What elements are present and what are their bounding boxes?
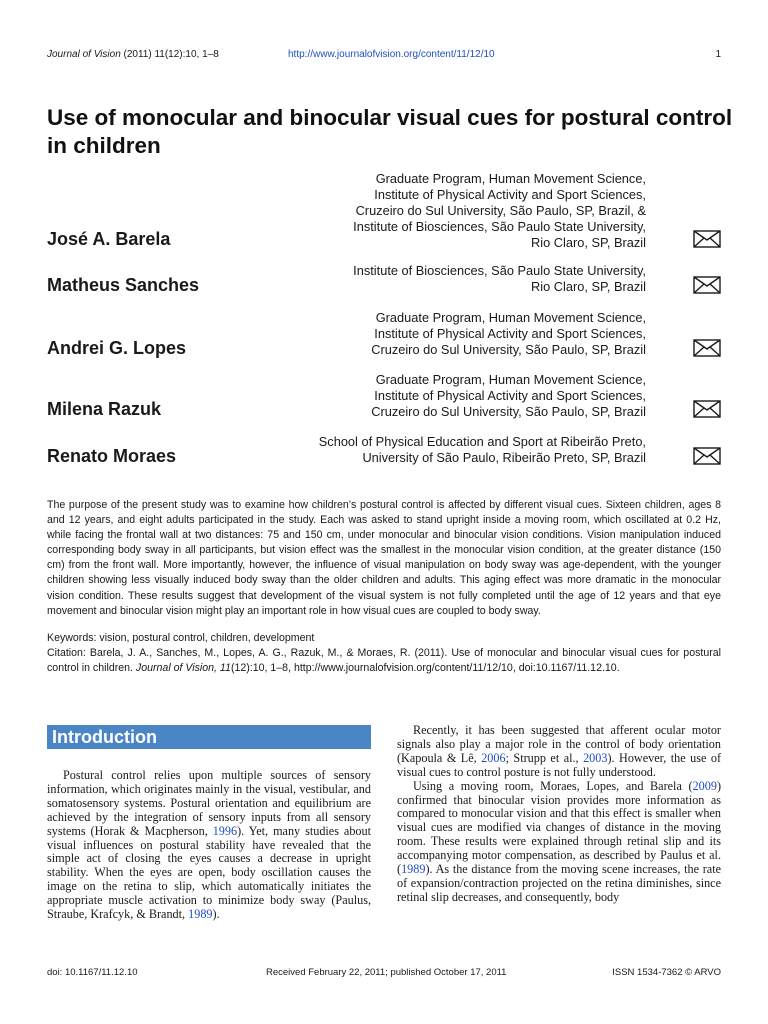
author-name: Andrei G. Lopes <box>47 338 187 358</box>
journal-name: Journal of Vision <box>47 49 121 60</box>
affiliation-line: Graduate Program, Human Movement Science, <box>375 310 646 325</box>
paragraph <box>397 780 721 905</box>
envelope-icon[interactable] <box>693 446 721 466</box>
abstract: The purpose of the present study was to examine how children’s postural control is affected by different visual cues. Sixteen children, ages 8 and 12 years, and eight adults participated in the study. Each was asked to stand upright inside a moving room, which oscillated at 0.2 Hz, while facing the frontal wall at two distances: 75 and 150 cm, under monocular and binocular vision conditions. Vision manipulation induced corresponding body sway in all participants, but vision effect was the smallest in the monocular vision condition, at the greater distance (150 cm) from the front wall. More importantly, however, the influence of visual manipulation on body sway was age-dependent, with the younger children showing less visually induced body sway than the older children and adults. This aging effect was more dramatic in the monocular vision condition. These results suggest that development of the visual system is not fully completed until the age of 12 years and that eye movement and binocular vision might play an important role in how visual cues are coupled to body sway. <box>47 499 721 617</box>
paragraph-text: ). As the distance from the moving scene increases, the rate of expansion/contraction projected on the retina diminishes, since retinal slip decreases, and consequently, body <box>397 862 721 904</box>
affiliation-line: University of São Paulo, Ribeirão Preto, SP, Brazil <box>362 450 646 465</box>
author-name: José A. Barela <box>47 229 171 249</box>
reference-link[interactable]: 2009 <box>692 778 717 793</box>
author-name: Renato Moraes <box>47 446 177 466</box>
reference-link[interactable]: 2003 <box>583 750 608 765</box>
article-title: Use of monocular and binocular visual cues for postural control in children <box>47 105 733 158</box>
paragraph-text: ; Strupp et al., <box>505 750 584 765</box>
reference-link[interactable]: 2006 <box>481 750 506 765</box>
affiliation-line: Graduate Program, Human Movement Science, <box>375 372 646 387</box>
citation-journal: Journal of Vision, 11 <box>135 662 231 675</box>
paragraph-text: ) confirmed that binocular vision provides more information as compared to monocular vision and that this effect is smaller when visual cues are modified via changes of distance in the moving room. These results were explained through retinal slip and its accompanying motor compensation, as described by Paulus et al. ( <box>397 778 721 877</box>
affiliation-line: Cruzeiro do Sul University, São Paulo, SP, Brazil <box>371 404 646 419</box>
affiliation-line: Cruzeiro do Sul University, São Paulo, SP, Brazil, & <box>355 203 646 218</box>
body-column-left <box>47 769 371 922</box>
paragraph-text: Postural control relies upon multiple sources of sensory information, which originates mainly in the visual, vestibular, and somatosensory systems. Postural orientation and equilibrium are achieved by the integration of sensory inputs from all sensory systems (Horak & Macpherson, <box>47 768 371 838</box>
paragraph-text: Recently, it has been suggested that afferent ocular motor signals also play a major role in the control of body orientation (Kapoula & Lê, <box>397 723 721 765</box>
affiliation-line: Institute of Biosciences, São Paulo State University, <box>353 219 646 234</box>
running-header-journal <box>47 49 219 60</box>
affiliation-line: Graduate Program, Human Movement Science, <box>375 171 646 186</box>
affiliation-line: School of Physical Education and Sport at Ribeirão Preto, <box>318 434 646 449</box>
section-heading-bar <box>47 725 371 749</box>
paragraph-text: ). However, the use of visual cues to control posture is not fully understood. <box>397 750 722 779</box>
body-column-right <box>397 724 721 905</box>
paragraph-text: Using a moving room, Moraes, Lopes, and Barela ( <box>413 778 693 793</box>
paragraph-text: ). Yet, many studies about visual influences on postural stability have revealed that the simple act of closing the eyes causes a decrease in upright stability. When the eyes are open, body oscillation causes the image on the retina to slip, which automatically initiates the appropriate muscle activation to minimize body sway (Paulus, Straube, Krafcyk, & Brandt, <box>47 823 371 922</box>
footer-received: Received February 22, 2011; published October 17, 2011 <box>266 967 507 978</box>
paragraph <box>47 769 371 922</box>
affiliation-line: Institute of Physical Activity and Sport Sciences, <box>374 326 646 341</box>
envelope-icon[interactable] <box>693 229 721 249</box>
affiliation-line: Cruzeiro do Sul University, São Paulo, SP, Brazil <box>371 342 646 357</box>
author-name: Matheus Sanches <box>47 275 200 295</box>
section-title: Introduction <box>52 727 157 747</box>
citation-text: Citation: Barela, J. A., Sanches, M., Lopes, A. G., Razuk, M., & Moraes, R. (2011). Use of monocular and binocular visual cues for postural control in children. <box>47 647 721 675</box>
reference-link[interactable]: 1989 <box>401 862 426 877</box>
affiliation-line: Rio Claro, SP, Brazil <box>531 279 646 294</box>
citation <box>47 646 721 676</box>
envelope-icon[interactable] <box>693 338 721 358</box>
citation-suffix: (12):10, 1–8, http://www.journalofvision.org/content/11/12/10, doi:10.1167/11.12.10. <box>230 662 620 675</box>
journal-issue: (2011) 11(12):10, 1–8 <box>120 49 219 60</box>
affiliation-line: Institute of Biosciences, São Paulo State University, <box>353 263 646 278</box>
paragraph <box>397 724 721 780</box>
article-url-link[interactable]: http://www.journalofvision.org/content/11/12/10 <box>288 49 495 60</box>
affiliation-line: Rio Claro, SP, Brazil <box>531 235 646 250</box>
envelope-icon[interactable] <box>693 399 721 419</box>
keywords: Keywords: vision, postural control, children, development <box>47 632 315 644</box>
reference-link[interactable]: 1996 <box>212 823 238 838</box>
footer-issn: ISSN 1534-7362 © ARVO <box>612 967 721 978</box>
author-name: Milena Razuk <box>47 399 162 419</box>
paragraph-text: ). <box>212 907 220 922</box>
affiliation-line: Institute of Physical Activity and Sport Sciences, <box>374 187 646 202</box>
envelope-icon[interactable] <box>693 275 721 295</box>
page-number: 1 <box>715 49 721 60</box>
affiliation-line: Institute of Physical Activity and Sport Sciences, <box>374 388 646 403</box>
footer-doi: doi: 10.1167/11.12.10 <box>47 967 138 978</box>
reference-link[interactable]: 1989 <box>188 907 213 922</box>
